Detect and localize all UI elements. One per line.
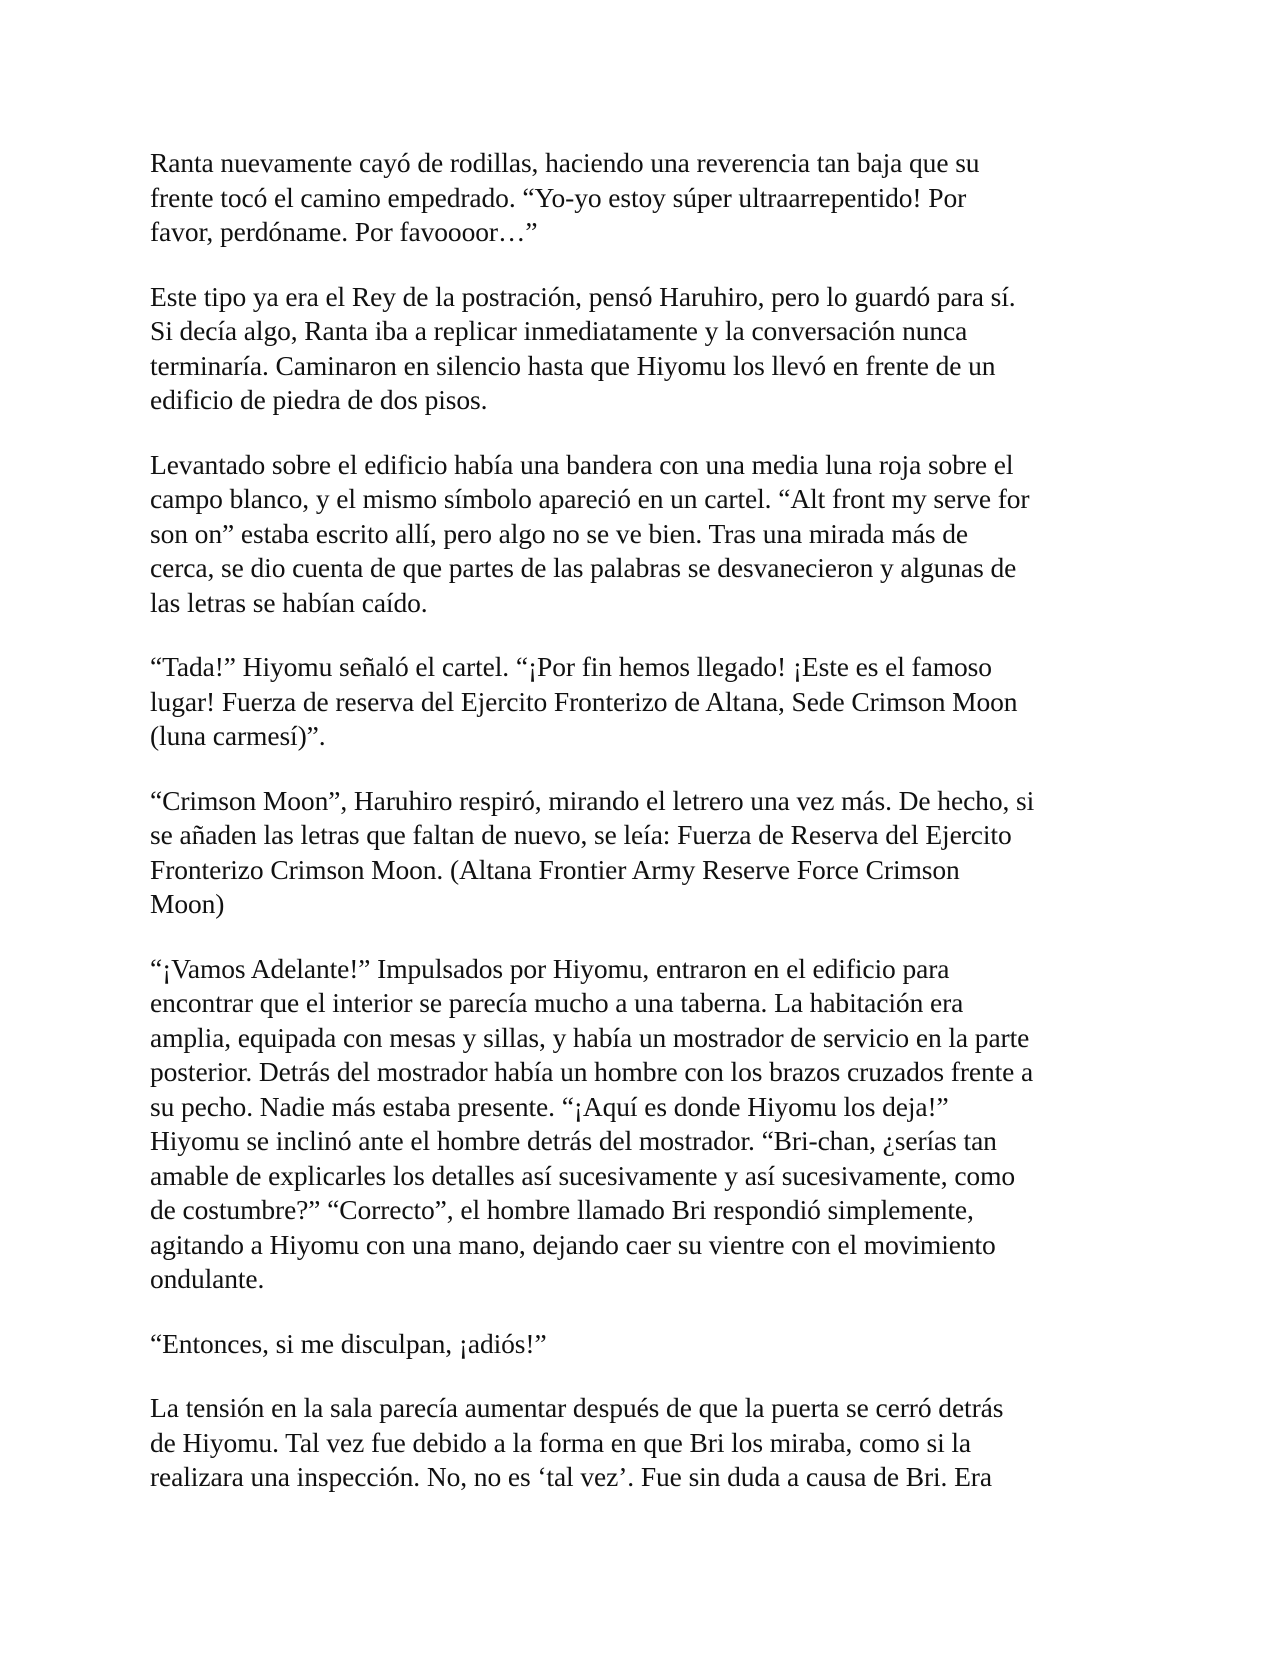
text-line: Fronterizo Crimson Moon. (Altana Frontier Army Reserve Force Crimson bbox=[150, 853, 960, 885]
text-line: frente tocó el camino empedrado. “Yo-yo estoy súper ultraarrepentido! Por bbox=[150, 181, 967, 213]
text-line: terminaría. Caminaron en silencio hasta que Hiyomu los llevó en frente de un bbox=[150, 349, 996, 381]
text-line: amplia, equipada con mesas y sillas, y había un mostrador de servicio en la parte bbox=[150, 1021, 1030, 1053]
text-line: posterior. Detrás del mostrador había un hombre con los brazos cruzados frente a bbox=[150, 1056, 1034, 1087]
text-line: “Entonces, si me disculpan, ¡adiós!” bbox=[150, 1327, 547, 1359]
text-line: las letras se habían caído. bbox=[150, 586, 428, 618]
text-line: agitando a Hiyomu con una mano, dejando caer su vientre con el movimiento bbox=[150, 1228, 996, 1260]
text-line: “¡Vamos Adelante!” Impulsados por Hiyomu, entraron en el edificio para bbox=[150, 952, 950, 984]
paragraph bbox=[150, 146, 1140, 250]
paragraph bbox=[150, 1391, 1140, 1495]
text-line: de Hiyomu. Tal vez fue debido a la forma en que Bri los miraba, como si la bbox=[150, 1426, 972, 1458]
paragraph bbox=[150, 448, 1140, 621]
document-body bbox=[150, 146, 1140, 1525]
text-line: campo blanco, y el mismo símbolo apareció en un cartel. “Alt front my serve for bbox=[150, 483, 1030, 514]
text-line: de costumbre?” “Correcto”, el hombre llamado Bri respondió simplemente, bbox=[150, 1194, 974, 1225]
text-line: Ranta nuevamente cayó de rodillas, haciendo una reverencia tan baja que su bbox=[150, 147, 980, 178]
text-line: “Crimson Moon”, Haruhiro respiró, mirando el letrero una vez más. De hecho, si bbox=[150, 784, 1035, 816]
text-line: ondulante. bbox=[150, 1263, 265, 1294]
paragraph bbox=[150, 784, 1140, 922]
text-line: Este tipo ya era el Rey de la postración, pensó Haruhiro, pero lo guardó para sí. bbox=[150, 280, 1016, 312]
paragraph bbox=[150, 952, 1140, 1297]
paragraph bbox=[150, 280, 1140, 418]
text-line: edificio de piedra de dos pisos. bbox=[150, 384, 488, 415]
text-line: lugar! Fuerza de reserva del Ejercito Fronterizo de Altana, Sede Crimson Moon bbox=[150, 685, 1018, 717]
text-line: realizara una inspección. No, no es ‘tal vez’. Fue sin duda a causa de Bri. Era bbox=[150, 1461, 992, 1492]
text-line: (luna carmesí)”. bbox=[150, 720, 326, 751]
text-line: “Tada!” Hiyomu señaló el cartel. “¡Por fin hemos llegado! ¡Este es el famoso bbox=[150, 651, 992, 682]
text-line: Hiyomu se inclinó ante el hombre detrás del mostrador. “Bri-chan, ¿serías tan bbox=[150, 1125, 997, 1156]
text-line: se añaden las letras que faltan de nuevo, se leía: Fuerza de Reserva del Ejercito bbox=[150, 819, 1012, 850]
text-line: cerca, se dio cuenta de que partes de las palabras se desvanecieron y algunas de bbox=[150, 552, 1017, 583]
text-line: su pecho. Nadie más estaba presente. “¡Aquí es donde Hiyomu los deja!” bbox=[150, 1090, 949, 1122]
text-line: La tensión en la sala parecía aumentar después de que la puerta se cerró detrás bbox=[150, 1392, 1004, 1423]
text-line: amable de explicarles los detalles así sucesivamente y así sucesivamente, como bbox=[150, 1159, 1016, 1191]
text-line: Si decía algo, Ranta iba a replicar inmediatamente y la conversación nunca bbox=[150, 315, 968, 346]
paragraph bbox=[150, 1327, 1140, 1362]
text-line: favor, perdóname. Por favoooor…” bbox=[150, 216, 538, 247]
text-line: encontrar que el interior se parecía mucho a una taberna. La habitación era bbox=[150, 987, 964, 1018]
text-line: Moon) bbox=[150, 888, 225, 919]
text-line: son on” estaba escrito allí, pero algo no se ve bien. Tras una mirada más de bbox=[150, 517, 968, 549]
paragraph bbox=[150, 650, 1140, 754]
text-line: Levantado sobre el edificio había una bandera con una media luna roja sobre el bbox=[150, 448, 1014, 480]
